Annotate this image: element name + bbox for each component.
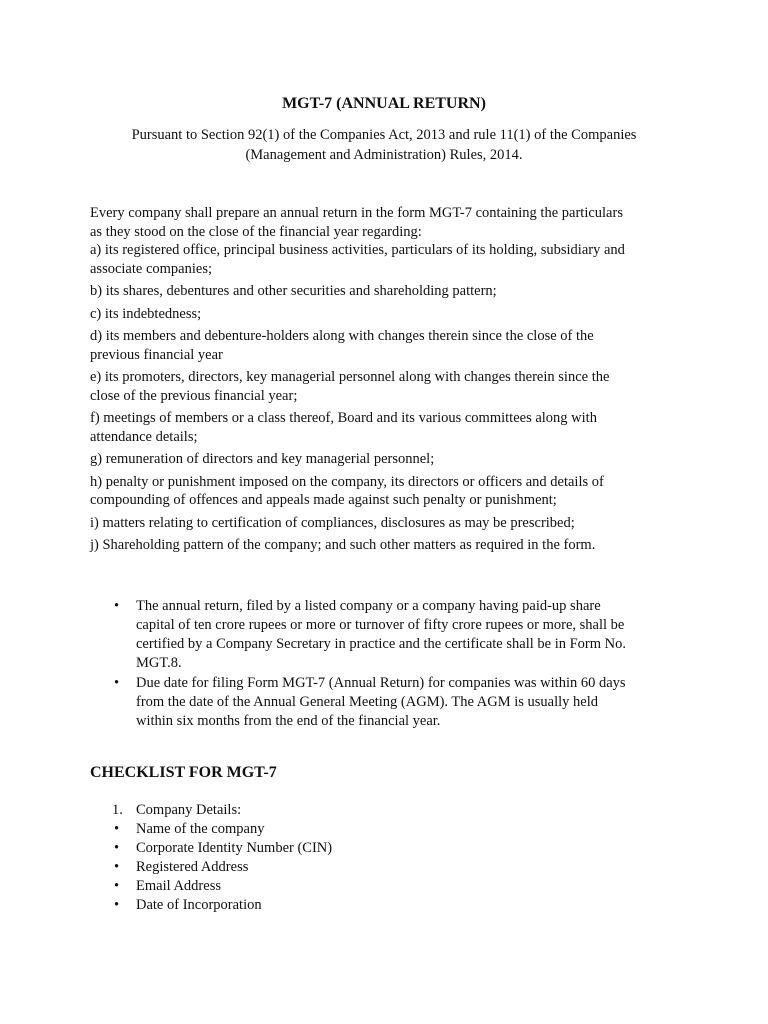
- intro-line: d) its members and debenture-holders along with changes therein since the close of the: [90, 328, 594, 344]
- intro-item-j: [90, 536, 690, 555]
- list-item: [90, 597, 690, 673]
- list-item: [90, 820, 690, 839]
- intro-item-f: [90, 409, 690, 446]
- checklist-item-label: Name of the company: [136, 821, 265, 837]
- intro-paragraph: [90, 204, 690, 278]
- checklist-item-label: Corporate Identity Number (CIN): [136, 840, 333, 856]
- intro-line: Every company shall prepare an annual return in the form MGT-7 containing the particulars: [90, 205, 623, 221]
- intro-item-i: [90, 514, 690, 533]
- intro-line: compounding of offences and appeals made against such penalty or punishment;: [90, 492, 557, 508]
- list-number: 1.: [112, 802, 123, 818]
- intro-line: c) its indebtedness;: [90, 305, 202, 322]
- bullet-line: within six months from the end of the financial year.: [136, 713, 441, 729]
- intro-line: i) matters relating to certification of compliances, disclosures as may be prescribed;: [90, 514, 575, 531]
- bullet-line: certified by a Company Secretary in practice and the certificate shall be in Form No.: [136, 636, 626, 652]
- checklist-heading: CHECKLIST FOR MGT-7: [90, 764, 277, 781]
- intro-item-d: [90, 327, 690, 364]
- checklist: [90, 801, 690, 915]
- list-item: [90, 674, 690, 731]
- intro-line: associate companies;: [90, 260, 212, 277]
- intro-line: attendance details;: [90, 428, 198, 445]
- intro-item-h: [90, 473, 690, 510]
- intro-item-b: [90, 282, 690, 301]
- list-item: [90, 858, 690, 877]
- intro-item-c: [90, 305, 690, 324]
- bullet-icon: •: [114, 859, 120, 875]
- subtitle-line: Pursuant to Section 92(1) of the Companies Act, 2013 and rule 11(1) of the Companies: [131, 127, 637, 143]
- intro-line: close of the previous financial year;: [90, 387, 298, 404]
- checklist-item-label: Date of Incorporation: [136, 897, 262, 913]
- intro-line: as they stood on the close of the financial year regarding:: [90, 223, 422, 240]
- list-item: [90, 896, 690, 915]
- intro-line: g) remuneration of directors and key managerial personnel;: [90, 451, 435, 467]
- checklist-item-label: Email Address: [136, 878, 221, 894]
- document-subtitle: [90, 125, 678, 165]
- checklist-numbered-label: Company Details:: [136, 802, 242, 818]
- intro-line: e) its promoters, directors, key managerial personnel along with changes therein since the: [90, 369, 610, 385]
- intro-line: h) penalty or punishment imposed on the company, its directors or officers and details of: [90, 473, 604, 490]
- bullet-line: Due date for filing Form MGT-7 (Annual Return) for companies was within 60 days: [136, 675, 626, 691]
- checklist-numbered-item: [90, 801, 690, 820]
- intro-line: b) its shares, debentures and other securities and shareholding pattern;: [90, 283, 497, 299]
- document-title: MGT-7 (ANNUAL RETURN): [282, 95, 486, 112]
- bullet-line: from the date of the Annual General Meeting (AGM). The AGM is usually held: [136, 694, 599, 710]
- bullet-icon: •: [114, 878, 120, 894]
- intro-item-e: [90, 368, 690, 405]
- intro-section: [90, 204, 690, 559]
- bullet-icon: •: [114, 821, 120, 837]
- intro-line: j) Shareholding pattern of the company; and such other matters as required in the form.: [90, 537, 596, 553]
- checklist-item-label: Registered Address: [136, 859, 249, 875]
- bullet-icon: •: [114, 897, 120, 913]
- bullet-icon: •: [114, 598, 120, 614]
- subtitle-line: (Management and Administration) Rules, 2014.: [245, 147, 523, 163]
- bullet-icon: •: [114, 840, 120, 856]
- bullet-line: capital of ten crore rupees or more or turnover of fifty crore rupees or more, shall be: [136, 617, 625, 633]
- notes-bullet-list: [90, 597, 690, 732]
- intro-item-g: [90, 450, 690, 469]
- bullet-line: The annual return, filed by a listed company or a company having paid-up share: [136, 598, 601, 614]
- list-item: [90, 839, 690, 858]
- bullet-icon: •: [114, 675, 120, 691]
- intro-line: previous financial year: [90, 346, 223, 363]
- list-item: [90, 877, 690, 896]
- intro-line: f) meetings of members or a class thereof, Board and its various committees along with: [90, 410, 597, 426]
- intro-line: a) its registered office, principal business activities, particulars of its holding, subsidiary and: [90, 242, 625, 258]
- bullet-line: MGT.8.: [136, 655, 182, 671]
